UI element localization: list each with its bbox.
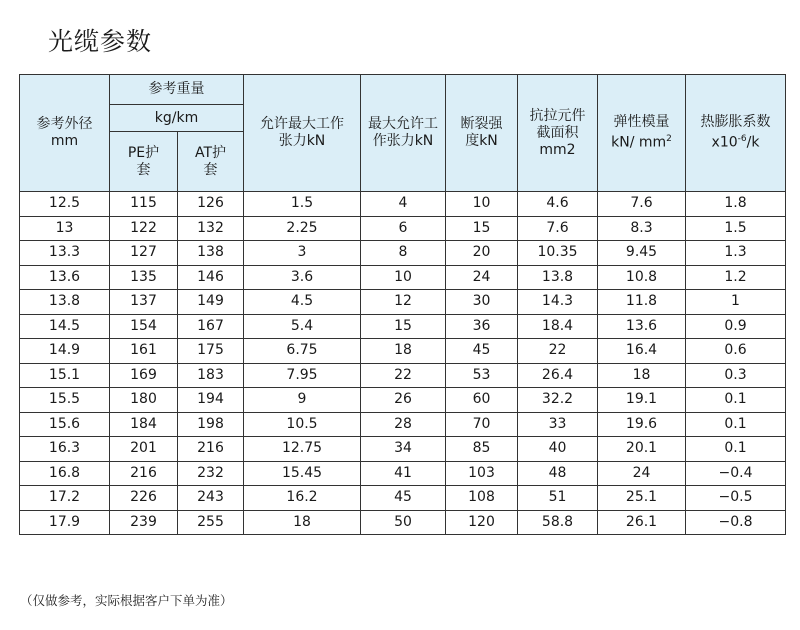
cell-weight-at: 126 bbox=[178, 192, 244, 217]
cell-weight-pe: 216 bbox=[110, 461, 178, 486]
cell-weight-pe: 154 bbox=[110, 314, 178, 339]
cell-weight-pe: 226 bbox=[110, 486, 178, 511]
cell-max-working-tension: 5.4 bbox=[244, 314, 361, 339]
cable-parameters-table bbox=[19, 74, 786, 535]
cell-breaking-strength: 45 bbox=[446, 339, 518, 364]
cell-tensile-area: 33 bbox=[518, 412, 598, 437]
table-row bbox=[20, 241, 786, 266]
cell-thermal-expansion: −0.8 bbox=[686, 510, 786, 535]
cell-outer-diameter: 17.2 bbox=[20, 486, 110, 511]
cell-elastic-modulus: 9.45 bbox=[598, 241, 686, 266]
header-tensile-area: 抗拉元件截面积mm2 bbox=[518, 75, 598, 192]
cell-outer-diameter: 12.5 bbox=[20, 192, 110, 217]
cell-weight-pe: 115 bbox=[110, 192, 178, 217]
cell-elastic-modulus: 16.4 bbox=[598, 339, 686, 364]
cell-max-allowed-tension: 45 bbox=[361, 486, 446, 511]
cell-outer-diameter: 13 bbox=[20, 216, 110, 241]
cell-max-allowed-tension: 6 bbox=[361, 216, 446, 241]
thermal-unit-pre: x10 bbox=[711, 134, 738, 151]
header-at-sheath: AT护套 bbox=[178, 132, 244, 192]
header-max-allowed-tension: 最大允许工作张力kN bbox=[361, 75, 446, 192]
cell-tensile-area: 26.4 bbox=[518, 363, 598, 388]
cell-outer-diameter: 14.9 bbox=[20, 339, 110, 364]
cell-tensile-area: 22 bbox=[518, 339, 598, 364]
cell-tensile-area: 40 bbox=[518, 437, 598, 462]
cell-breaking-strength: 20 bbox=[446, 241, 518, 266]
table-row bbox=[20, 216, 786, 241]
cell-weight-pe: 137 bbox=[110, 290, 178, 315]
cell-max-allowed-tension: 50 bbox=[361, 510, 446, 535]
cell-max-allowed-tension: 10 bbox=[361, 265, 446, 290]
cell-thermal-expansion: 1.3 bbox=[686, 241, 786, 266]
cell-max-working-tension: 3 bbox=[244, 241, 361, 266]
cell-thermal-expansion: 0.6 bbox=[686, 339, 786, 364]
cell-tensile-area: 48 bbox=[518, 461, 598, 486]
table-row bbox=[20, 437, 786, 462]
elastic-modulus-sup: 2 bbox=[666, 134, 672, 145]
cell-tensile-area: 14.3 bbox=[518, 290, 598, 315]
cell-breaking-strength: 70 bbox=[446, 412, 518, 437]
cell-weight-pe: 239 bbox=[110, 510, 178, 535]
table-row bbox=[20, 192, 786, 217]
cell-weight-pe: 201 bbox=[110, 437, 178, 462]
cell-max-working-tension: 16.2 bbox=[244, 486, 361, 511]
cell-weight-pe: 184 bbox=[110, 412, 178, 437]
cell-weight-at: 216 bbox=[178, 437, 244, 462]
cell-tensile-area: 4.6 bbox=[518, 192, 598, 217]
cell-elastic-modulus: 7.6 bbox=[598, 192, 686, 217]
cell-max-working-tension: 7.95 bbox=[244, 363, 361, 388]
cell-breaking-strength: 30 bbox=[446, 290, 518, 315]
header-thermal-expansion bbox=[686, 75, 786, 192]
table-row bbox=[20, 510, 786, 535]
cell-thermal-expansion: −0.4 bbox=[686, 461, 786, 486]
cell-thermal-expansion: 1 bbox=[686, 290, 786, 315]
header-reference-weight: 参考重量 bbox=[110, 75, 244, 105]
cell-elastic-modulus: 19.6 bbox=[598, 412, 686, 437]
cell-max-working-tension: 3.6 bbox=[244, 265, 361, 290]
cell-tensile-area: 7.6 bbox=[518, 216, 598, 241]
header-pe-sheath: PE护套 bbox=[110, 132, 178, 192]
cell-max-allowed-tension: 15 bbox=[361, 314, 446, 339]
cell-tensile-area: 58.8 bbox=[518, 510, 598, 535]
cell-elastic-modulus: 20.1 bbox=[598, 437, 686, 462]
cell-max-allowed-tension: 18 bbox=[361, 339, 446, 364]
cell-max-working-tension: 4.5 bbox=[244, 290, 361, 315]
cell-breaking-strength: 85 bbox=[446, 437, 518, 462]
cell-weight-at: 175 bbox=[178, 339, 244, 364]
table-row bbox=[20, 339, 786, 364]
cell-max-working-tension: 10.5 bbox=[244, 412, 361, 437]
header-breaking-strength: 断裂强度kN bbox=[446, 75, 518, 192]
cell-max-working-tension: 12.75 bbox=[244, 437, 361, 462]
table-row bbox=[20, 314, 786, 339]
header-outer-diameter: 参考外径 mm bbox=[20, 75, 110, 192]
cell-thermal-expansion: 0.9 bbox=[686, 314, 786, 339]
cell-weight-at: 255 bbox=[178, 510, 244, 535]
cell-max-allowed-tension: 28 bbox=[361, 412, 446, 437]
thermal-unit-post: /k bbox=[746, 134, 760, 151]
cell-tensile-area: 18.4 bbox=[518, 314, 598, 339]
cell-elastic-modulus: 18 bbox=[598, 363, 686, 388]
cell-weight-at: 149 bbox=[178, 290, 244, 315]
header-elastic-modulus bbox=[598, 75, 686, 192]
cell-breaking-strength: 53 bbox=[446, 363, 518, 388]
cell-weight-at: 198 bbox=[178, 412, 244, 437]
cell-outer-diameter: 15.5 bbox=[20, 388, 110, 413]
cell-thermal-expansion: 0.3 bbox=[686, 363, 786, 388]
cell-thermal-expansion: 0.1 bbox=[686, 388, 786, 413]
cell-outer-diameter: 16.8 bbox=[20, 461, 110, 486]
cell-outer-diameter: 15.1 bbox=[20, 363, 110, 388]
cell-outer-diameter: 16.3 bbox=[20, 437, 110, 462]
cell-breaking-strength: 24 bbox=[446, 265, 518, 290]
table-row bbox=[20, 461, 786, 486]
cell-weight-at: 167 bbox=[178, 314, 244, 339]
cell-weight-at: 138 bbox=[178, 241, 244, 266]
table-row bbox=[20, 486, 786, 511]
cell-weight-pe: 161 bbox=[110, 339, 178, 364]
cell-max-working-tension: 1.5 bbox=[244, 192, 361, 217]
cell-tensile-area: 32.2 bbox=[518, 388, 598, 413]
cell-max-allowed-tension: 8 bbox=[361, 241, 446, 266]
elastic-modulus-label: 弹性模量 bbox=[613, 114, 670, 131]
elastic-modulus-unit: kN/ mm bbox=[611, 134, 667, 151]
table-row bbox=[20, 388, 786, 413]
cell-max-working-tension: 18 bbox=[244, 510, 361, 535]
cell-tensile-area: 13.8 bbox=[518, 265, 598, 290]
cell-weight-pe: 135 bbox=[110, 265, 178, 290]
cell-thermal-expansion: 0.1 bbox=[686, 412, 786, 437]
cell-elastic-modulus: 8.3 bbox=[598, 216, 686, 241]
cell-thermal-expansion: −0.5 bbox=[686, 486, 786, 511]
cell-outer-diameter: 17.9 bbox=[20, 510, 110, 535]
cell-thermal-expansion: 1.5 bbox=[686, 216, 786, 241]
cell-outer-diameter: 14.5 bbox=[20, 314, 110, 339]
cell-breaking-strength: 15 bbox=[446, 216, 518, 241]
footnote: （仅做参考，实际根据客户下单为准） bbox=[20, 593, 233, 608]
cell-tensile-area: 51 bbox=[518, 486, 598, 511]
cell-breaking-strength: 120 bbox=[446, 510, 518, 535]
cell-thermal-expansion: 1.8 bbox=[686, 192, 786, 217]
cell-thermal-expansion: 0.1 bbox=[686, 437, 786, 462]
cell-max-working-tension: 2.25 bbox=[244, 216, 361, 241]
table-row bbox=[20, 265, 786, 290]
cell-weight-at: 146 bbox=[178, 265, 244, 290]
cell-breaking-strength: 108 bbox=[446, 486, 518, 511]
cell-outer-diameter: 15.6 bbox=[20, 412, 110, 437]
cell-breaking-strength: 103 bbox=[446, 461, 518, 486]
cell-elastic-modulus: 19.1 bbox=[598, 388, 686, 413]
cell-tensile-area: 10.35 bbox=[518, 241, 598, 266]
cell-elastic-modulus: 13.6 bbox=[598, 314, 686, 339]
header-weight-unit: kg/km bbox=[110, 105, 244, 132]
cell-elastic-modulus: 26.1 bbox=[598, 510, 686, 535]
cell-elastic-modulus: 24 bbox=[598, 461, 686, 486]
table-row bbox=[20, 290, 786, 315]
thermal-expansion-label: 热膨胀系数 bbox=[700, 114, 771, 131]
cell-max-allowed-tension: 26 bbox=[361, 388, 446, 413]
cell-max-working-tension: 15.45 bbox=[244, 461, 361, 486]
cell-max-allowed-tension: 22 bbox=[361, 363, 446, 388]
cell-thermal-expansion: 1.2 bbox=[686, 265, 786, 290]
cell-outer-diameter: 13.6 bbox=[20, 265, 110, 290]
cell-max-allowed-tension: 12 bbox=[361, 290, 446, 315]
table-body bbox=[20, 192, 786, 535]
cell-elastic-modulus: 25.1 bbox=[598, 486, 686, 511]
cell-max-working-tension: 6.75 bbox=[244, 339, 361, 364]
cell-max-allowed-tension: 41 bbox=[361, 461, 446, 486]
cell-weight-at: 232 bbox=[178, 461, 244, 486]
cell-weight-at: 194 bbox=[178, 388, 244, 413]
cell-weight-at: 243 bbox=[178, 486, 244, 511]
cell-weight-pe: 180 bbox=[110, 388, 178, 413]
cell-outer-diameter: 13.8 bbox=[20, 290, 110, 315]
cell-breaking-strength: 60 bbox=[446, 388, 518, 413]
cell-elastic-modulus: 11.8 bbox=[598, 290, 686, 315]
cell-breaking-strength: 10 bbox=[446, 192, 518, 217]
cell-max-working-tension: 9 bbox=[244, 388, 361, 413]
cell-weight-pe: 122 bbox=[110, 216, 178, 241]
cell-weight-pe: 169 bbox=[110, 363, 178, 388]
page-title: 光缆参数 bbox=[48, 27, 153, 56]
thermal-unit-sup: -6 bbox=[737, 134, 747, 145]
cell-breaking-strength: 36 bbox=[446, 314, 518, 339]
table-row bbox=[20, 412, 786, 437]
table-row bbox=[20, 363, 786, 388]
cell-outer-diameter: 13.3 bbox=[20, 241, 110, 266]
cell-weight-at: 132 bbox=[178, 216, 244, 241]
cell-elastic-modulus: 10.8 bbox=[598, 265, 686, 290]
cell-weight-pe: 127 bbox=[110, 241, 178, 266]
header-max-working-tension: 允许最大工作张力kN bbox=[244, 75, 361, 192]
cell-weight-at: 183 bbox=[178, 363, 244, 388]
cell-max-allowed-tension: 34 bbox=[361, 437, 446, 462]
cell-max-allowed-tension: 4 bbox=[361, 192, 446, 217]
